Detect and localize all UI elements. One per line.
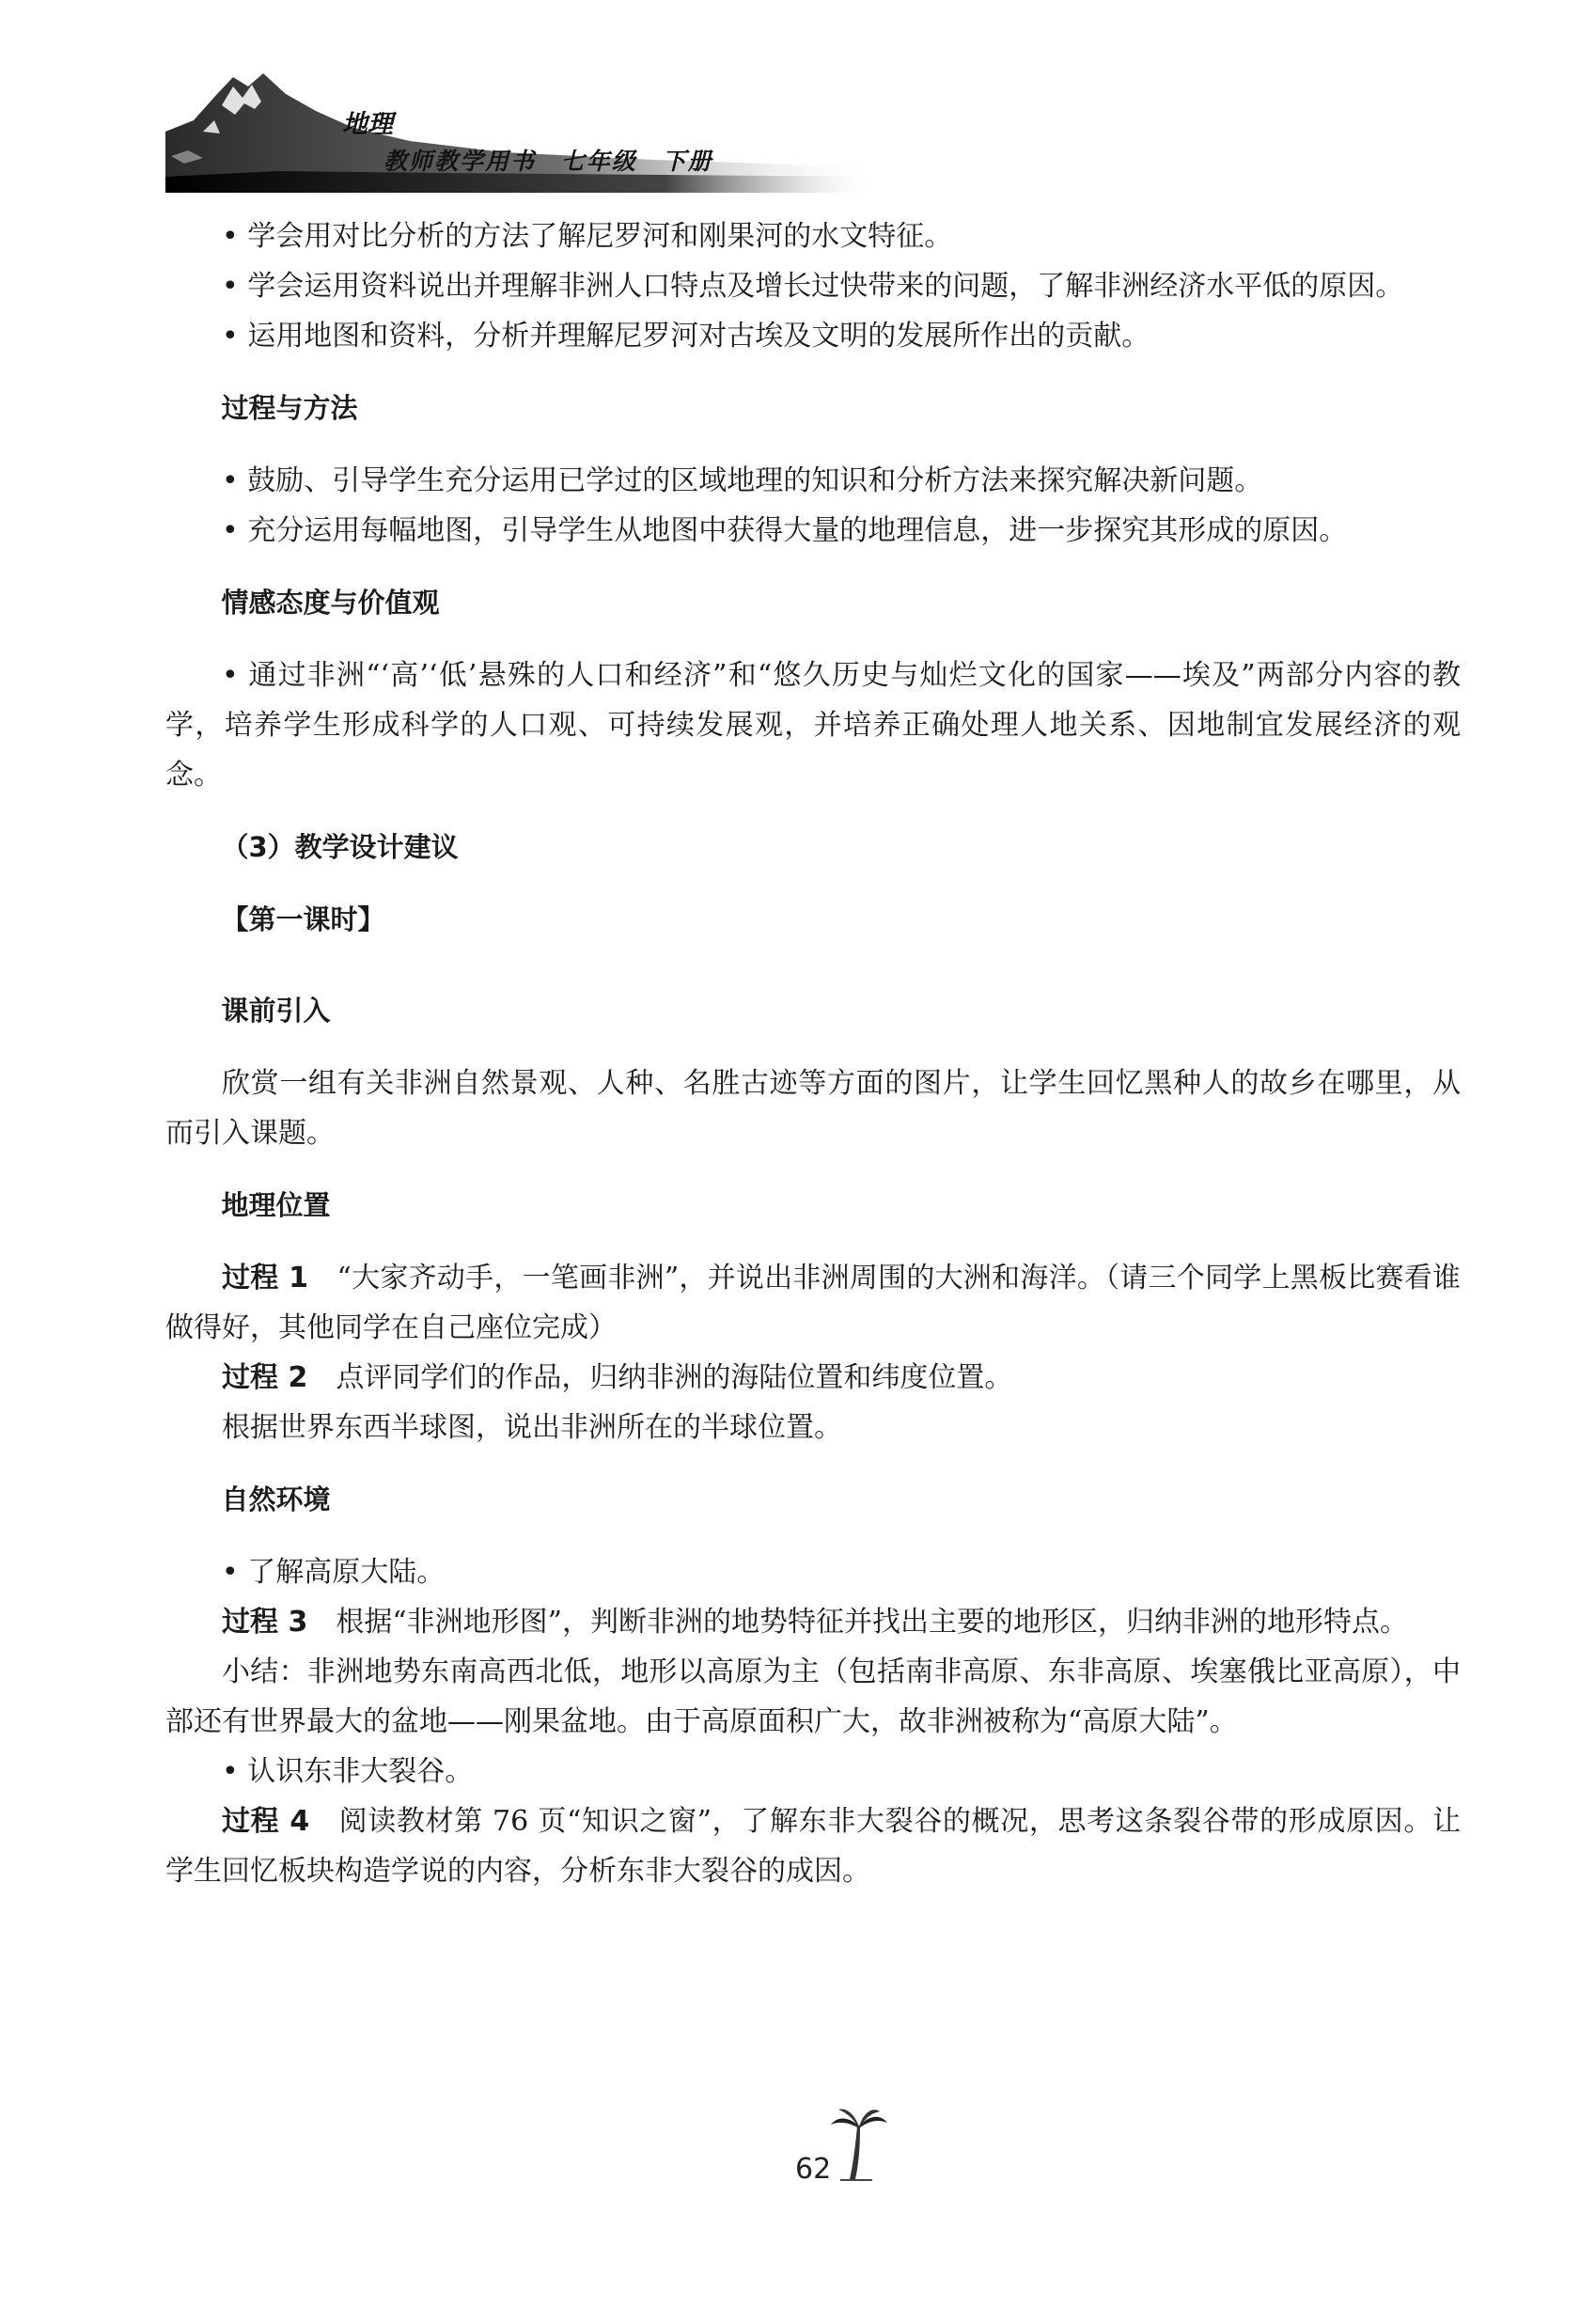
page-number: 62	[795, 2153, 832, 2186]
lesson-heading: 【第一课时】	[221, 903, 385, 935]
header-book-title	[383, 143, 728, 177]
bullet-paragraph: • 学会用对比分析的方法了解尼罗河和刚果河的水文特征。	[222, 220, 953, 253]
bullet-paragraph: • 认识东非大裂谷。	[222, 1755, 474, 1788]
process-label: 过程 3	[222, 1606, 308, 1639]
bullet-paragraph: • 鼓励、引导学生充分运用已学过的区域地理的知识和分析方法来探究解决新问题。	[222, 464, 1263, 497]
section-heading: 情感态度与价值观	[221, 587, 440, 619]
header-subject: 地理	[342, 110, 393, 139]
process-text: “大家齐动手，一笔画非洲”，并说出非洲周围的大洲和海洋。（请三个同学上黑板比赛看谁做得好，其他同学在自己座位完成）	[165, 1262, 1461, 1344]
paragraph: 欣赏一组有关非洲自然景观、人种、名胜古迹等方面的图片，让学生回忆黑种人的故乡在哪里，从而引入课题。	[165, 1067, 1461, 1150]
process-paragraph	[165, 1253, 1461, 1353]
bullet-paragraph: • 了解高原大陆。	[222, 1556, 446, 1589]
process-label: 过程 1	[222, 1262, 309, 1294]
palm-tree-icon	[831, 2108, 887, 2183]
process-text: 点评同学们的作品，归纳非洲的海陆位置和纬度位置。	[307, 1361, 1013, 1394]
header-volume: 下册	[662, 148, 713, 175]
section-heading: （3）教学设计建议	[221, 831, 459, 863]
process-label: 过程 4	[222, 1805, 310, 1838]
process-paragraph	[165, 1796, 1461, 1896]
section-heading: 课前引入	[221, 995, 331, 1027]
section-heading: 过程与方法	[221, 392, 358, 424]
bullet-paragraph: • 充分运用每幅地图，引导学生从地图中获得大量的地理信息，进一步探究其形成的原因。	[222, 514, 1348, 547]
process-text: 根据“非洲地形图”，判断非洲的地势特征并找出主要的地形区，归纳非洲的地形特点。	[307, 1606, 1409, 1639]
bullet-paragraph: • 运用地图和资料，分析并理解尼罗河对古埃及文明的发展所作出的贡献。	[222, 320, 1150, 353]
bullet-paragraph: • 学会运用资料说出并理解非洲人口特点及增长过快带来的问题，了解非洲经济水平低的原因。	[222, 270, 1404, 303]
header-grade: 七年级	[560, 148, 637, 175]
section-heading: 自然环境	[221, 1483, 331, 1515]
paragraph: 根据世界东西半球图，说出非洲所在的半球位置。	[222, 1411, 842, 1444]
process-label: 过程 2	[222, 1361, 308, 1394]
section-heading: 地理位置	[221, 1189, 331, 1221]
page-body	[165, 212, 1461, 1896]
summary-paragraph: 小结：非洲地势东南高西北低，地形以高原为主（包括南非高原、东非高原、埃塞俄比亚高原），中部还有世界最大的盆地——刚果盆地。由于高原面积广大，故非洲被称为“高原大陆”。	[165, 1655, 1461, 1738]
bullet-paragraph: • 通过非洲“‘高’‘低’悬殊的人口和经济”和“悠久历史与灿烂文化的国家——埃及”两部分内容的教学，培养学生形成科学的人口观、可持续发展观，并培养正确处理人地关系、因地制宜发展经济的观念。	[165, 659, 1461, 792]
process-paragraph	[165, 1597, 1461, 1647]
process-paragraph	[165, 1353, 1461, 1403]
header-book-name: 教师教学用书	[383, 148, 537, 175]
process-text: 阅读教材第 76 页“知识之窗”，了解东非大裂谷的概况，思考这条裂谷带的形成原因。让学生回忆板块构造学说的内容，分析东非大裂谷的成因。	[165, 1805, 1461, 1888]
page-header	[165, 66, 880, 193]
